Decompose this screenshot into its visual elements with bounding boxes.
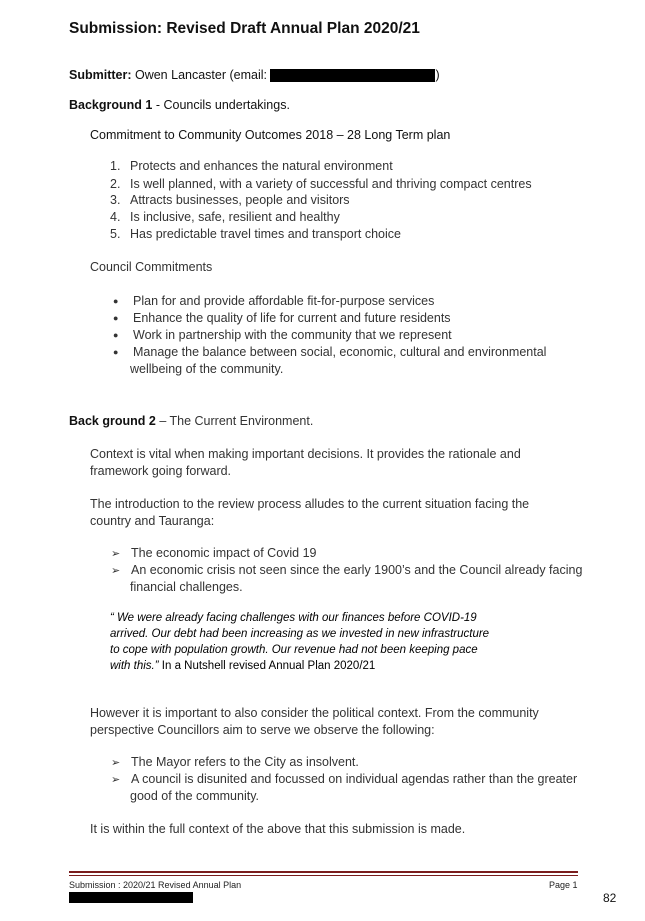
commitment-text: Work in partnership with the community that we represent bbox=[133, 328, 452, 342]
background2-heading bbox=[69, 414, 313, 428]
arrow-bullet-icon: ➢ bbox=[111, 774, 121, 786]
page-number: 82 bbox=[603, 891, 617, 905]
commitment-title: Commitment to Community Outcomes 2018 – 28 Long Term plan bbox=[90, 128, 451, 142]
quote-source: In a Nutshell revised Annual Plan 2020/21 bbox=[161, 660, 376, 672]
background2-subtitle: – The Current Environment. bbox=[159, 414, 314, 428]
outcome-number: 3. bbox=[110, 193, 121, 207]
background1-heading bbox=[69, 98, 290, 112]
outcome-item bbox=[110, 177, 532, 191]
outcome-text: Is inclusive, safe, resilient and healthy bbox=[130, 210, 340, 224]
observation-point bbox=[111, 755, 359, 769]
bullet-icon: ● bbox=[113, 330, 119, 340]
background1-subtitle: - Councils undertakings. bbox=[155, 98, 290, 112]
commitment-text: Manage the balance between social, economic, cultural and environmental bbox=[133, 345, 547, 359]
outcome-item bbox=[110, 193, 350, 207]
bullet-icon: ● bbox=[113, 313, 119, 323]
observation-text: A council is disunited and focussed on individual agendas rather than the greater bbox=[131, 772, 578, 786]
commitment-text: Plan for and provide affordable fit-for-purpose services bbox=[133, 294, 435, 308]
submitter-line bbox=[69, 68, 440, 82]
bullet-icon: ● bbox=[113, 296, 119, 306]
intro-paragraph-line: country and Tauranga: bbox=[90, 514, 215, 528]
observation-continuation: good of the community. bbox=[130, 789, 260, 803]
quote-line: to cope with population growth. Our revenue had not been keeping pace bbox=[110, 644, 478, 656]
outcome-item bbox=[110, 210, 340, 224]
quote-last-line bbox=[110, 660, 375, 672]
context-point-text: The economic impact of Covid 19 bbox=[131, 546, 317, 560]
outcome-number: 2. bbox=[110, 177, 121, 191]
outcome-number: 1. bbox=[110, 159, 121, 173]
commitment-item bbox=[113, 328, 452, 342]
context-point bbox=[111, 546, 317, 560]
intro-paragraph-line: The introduction to the review process alludes to the current situation facing the bbox=[90, 497, 530, 511]
commitment-text: Enhance the quality of life for current and future residents bbox=[133, 311, 451, 325]
political-paragraph-line: However it is important to also consider the political context. From the community bbox=[90, 706, 539, 720]
outcome-number: 5. bbox=[110, 227, 121, 241]
outcome-text: Protects and enhances the natural environment bbox=[130, 159, 393, 173]
outcome-text: Has predictable travel times and transport choice bbox=[130, 227, 401, 241]
political-paragraph-line: perspective Councillors aim to serve we observe the following: bbox=[90, 723, 435, 737]
redacted-email bbox=[270, 69, 435, 82]
footer-divider bbox=[69, 871, 578, 873]
commitment-continuation: wellbeing of the community. bbox=[130, 362, 284, 376]
redacted-footer-block bbox=[69, 892, 193, 903]
context-point-continuation: financial challenges. bbox=[130, 580, 243, 594]
submitter-text: Owen Lancaster (email: bbox=[134, 68, 267, 82]
outcome-item bbox=[110, 227, 401, 241]
arrow-bullet-icon: ➢ bbox=[111, 757, 121, 769]
commitment-item bbox=[113, 345, 546, 359]
observation-text: The Mayor refers to the City as insolvent. bbox=[131, 755, 359, 769]
arrow-bullet-icon: ➢ bbox=[111, 565, 121, 577]
quote-line: arrived. Our debt had been increasing as we invested in new infrastructure bbox=[110, 628, 490, 640]
quote-line: “ We were already facing challenges with our finances before COVID-19 bbox=[110, 612, 477, 624]
document-title: Submission: Revised Draft Annual Plan 2020/21 bbox=[69, 20, 420, 37]
background1-heading-label: Background 1 bbox=[69, 98, 153, 112]
context-point bbox=[111, 563, 582, 577]
outcome-item bbox=[110, 159, 393, 173]
footer-divider-thin bbox=[69, 875, 578, 876]
outcome-text: Attracts businesses, people and visitors bbox=[130, 193, 350, 207]
context-paragraph-line: Context is vital when making important decisions. It provides the rationale and bbox=[90, 447, 521, 461]
outcome-text: Is well planned, with a variety of successful and thriving compact centres bbox=[130, 177, 532, 191]
commitment-item bbox=[113, 311, 451, 325]
context-paragraph-line: framework going forward. bbox=[90, 464, 232, 478]
outcome-number: 4. bbox=[110, 210, 121, 224]
commitment-item bbox=[113, 294, 434, 308]
quote-line: with this.” bbox=[110, 660, 159, 672]
background2-heading-label: Back ground 2 bbox=[69, 414, 156, 428]
closing-statement: It is within the full context of the above that this submission is made. bbox=[90, 822, 466, 836]
bullet-icon: ● bbox=[113, 347, 119, 357]
footer-left-text: Submission : 2020/21 Revised Annual Plan bbox=[69, 880, 242, 890]
submitter-close: ) bbox=[435, 68, 440, 82]
observation-point bbox=[111, 772, 577, 786]
arrow-bullet-icon: ➢ bbox=[111, 548, 121, 560]
context-point-text: An economic crisis not seen since the early 1900’s and the Council already facing bbox=[131, 563, 583, 577]
council-commitments-title: Council Commitments bbox=[90, 260, 213, 274]
footer-page-label: Page 1 bbox=[549, 880, 578, 890]
submitter-label: Submitter: bbox=[69, 68, 132, 82]
